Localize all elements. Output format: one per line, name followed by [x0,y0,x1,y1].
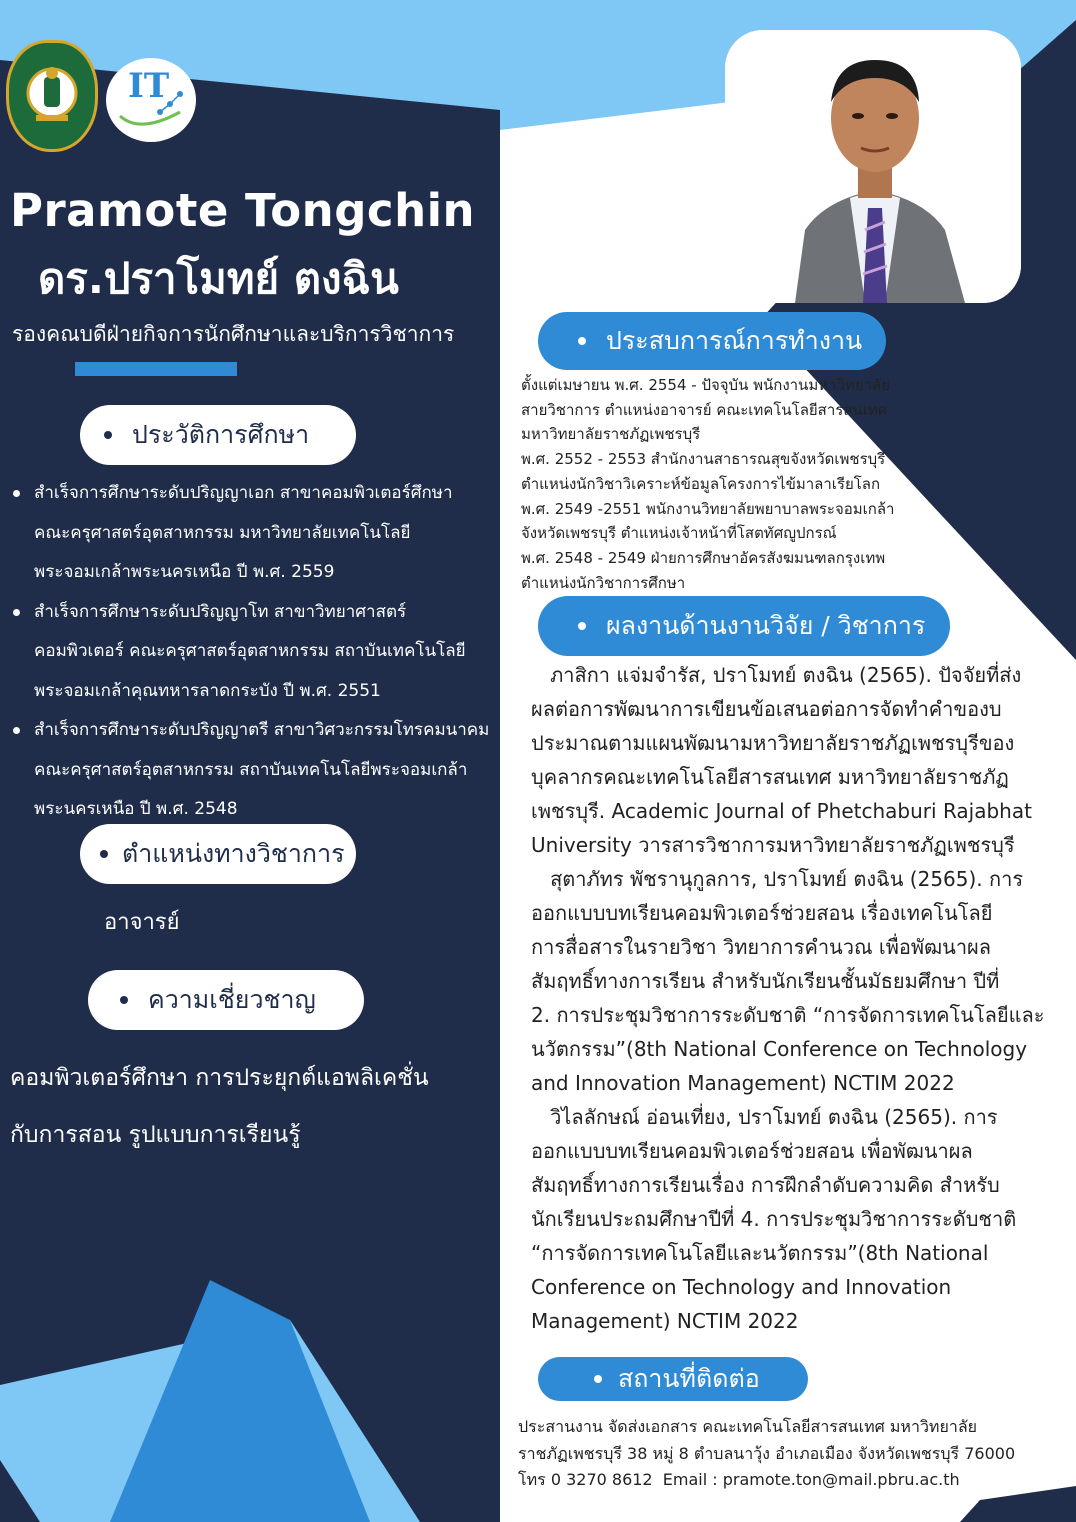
education-line: สำเร็จการศึกษาระดับปริญญาโท สาขาวิทยาศาสตร์ [34,601,407,622]
position-title: รองคณบดีฝ่ายกิจการนักศึกษาและบริการวิชาการ [12,322,455,346]
expertise-line: คอมพิวเตอร์ศึกษา การประยุกต์แอพลิเคชั่น [10,1065,429,1091]
profile-photo [725,30,1021,303]
expertise-line: กับการสอน รูปแบบการเรียนรู้ [10,1122,301,1148]
research-line: นักเรียนประถมศึกษาปีที่ 4. การประชุมวิชาการระดับชาติ [531,1207,1017,1231]
research-line: วิไลลักษณ์ อ่อนเที่ยง, ปราโมทย์ ตงฉิน (2565). การ [531,1105,998,1129]
education-line: คณะครุศาสตร์อุตสาหกรรม สถาบันเทคโนโลยีพระจอมเกล้า [34,759,468,780]
work-experience-text [521,373,951,595]
it-logo-text: IT [128,66,170,106]
contact-text [518,1414,1073,1494]
accent-divider [75,362,237,376]
research-line: การสื่อสารในรายวิชา วิทยาการคำนวณ เพื่อพัฒนาผล [531,935,992,959]
research-line: “การจัดการเทคโนโลยีและนวัตกรรม”(8th National [531,1241,989,1265]
expertise-heading-text: ความเชี่ยวชาญ [148,985,316,1014]
research-line: ออกแบบบทเรียนคอมพิวเตอร์ช่วยสอน เพื่อพัฒนาผล [531,1139,973,1163]
research-line: สัมฤทธิ์ทางการเรียนเรื่อง การฝึกลำดับความคิด สำหรับ [531,1173,1000,1197]
work-experience-heading [538,312,886,370]
heading-bullet-icon [578,337,586,345]
research-line: ภาสิกา แจ่มจำรัส, ปราโมทย์ ตงฉิน (2565). ปัจจัยที่ส่ง [531,663,1022,687]
education-item [10,474,505,593]
education-heading [80,405,356,465]
work-line: ตั้งแต่เมษายน พ.ศ. 2554 - ปัจจุบัน พนักงานมหาวิทยาลัย [521,376,891,394]
contact-heading-text: สถานที่ติดต่อ [618,1364,760,1393]
heading-bullet-icon [594,1375,602,1383]
work-line: พ.ศ. 2548 - 2549 ฝ่ายการศึกษาอัครสังฆมนฑลกรุงเทพ [521,548,886,567]
research-line: and Innovation Management) NCTIM 2022 [531,1071,955,1095]
research-text [531,658,1071,1338]
work-line: ตำแหน่งนักวิชาการศึกษา [521,573,686,592]
contact-heading [538,1357,808,1401]
academic-rank-heading-text: ตำแหน่งทางวิชาการ [122,839,345,868]
research-heading-text: ผลงานด้านงานวิจัย / วิชาการ [606,611,926,640]
work-line: มหาวิทยาลัยราชภัฏเพชรบุรี [521,425,701,444]
heading-bullet-icon [120,996,128,1004]
academic-rank-value: อาจารย์ [104,910,180,935]
research-line: บุคลากรคณะเทคโนโลยีสารสนเทศ มหาวิทยาลัยราชภัฏ [531,765,1009,789]
work-line: จังหวัดเพชรบุรี ตำแหน่งเจ้าหน้าที่โสตทัศญูปกรณ์ [521,524,837,543]
education-item [10,711,505,830]
research-line: 2. การประชุมวิชาการระดับชาติ “การจัดการเทคโนโลยีและ [531,1003,1045,1027]
heading-bullet-icon [578,622,586,630]
work-line: พ.ศ. 2549 -2551 พนักงานวิทยาลัยพยาบาลพระจอมเกล้า [521,499,895,518]
contact-line: ราชภัฏเพชรบุรี 38 หมู่ 8 ตำบลนาวุ้ง อำเภอเมือง จังหวัดเพชรบุรี 76000 [518,1443,1016,1463]
research-line: University วารสารวิชาการมหาวิทยาลัยราชภัฏเพชรบุรี [531,833,1015,857]
bullet-icon [13,490,20,497]
work-line: ตำแหน่งนักวิชาวิเคราะห์ข้อมูลโครงการไข้มาลาเรียโลก [521,474,881,493]
person-portrait-icon [725,30,1021,303]
expertise-text [10,1050,505,1164]
research-line: ผลต่อการพัฒนาการเขียนข้อเสนอต่อการจัดทำคำของบ [531,697,1002,721]
research-line: นวัตกรรม”(8th National Conference on Technology [531,1037,1028,1061]
academic-rank-heading [80,824,356,884]
research-line: สัมฤทธิ์ทางการเรียน สำหรับนักเรียนชั้นมัธยมศึกษา ปีที่ [531,969,1000,993]
education-line: พระจอมเกล้าพระนครเหนือ ปี พ.ศ. 2559 [34,562,335,582]
heading-bullet-icon [100,850,108,858]
work-experience-heading-text: ประสบการณ์การทำงาน [606,326,863,355]
contact-line: โทร 0 3270 8612 Email : pramote.ton@mail.pbru.ac.th [518,1470,960,1489]
research-line: Management) NCTIM 2022 [531,1309,799,1333]
research-line: ออกแบบบทเรียนคอมพิวเตอร์ช่วยสอน เรื่องเทคโนโลยี [531,901,993,925]
research-line: ประมาณตามแผนพัฒนามหาวิทยาลัยราชภัฏเพชรบุรีของ [531,731,1015,755]
education-line: พระนครเหนือ ปี พ.ศ. 2548 [34,799,238,819]
research-line: สุตาภัทร พัชรานุกูลการ, ปราโมทย์ ตงฉิน (2565). การ [531,867,1024,891]
education-heading-text: ประวัติการศึกษา [132,420,310,449]
research-heading [538,596,950,656]
expertise-heading [88,970,364,1030]
education-line: สำเร็จการศึกษาระดับปริญญาเอก สาขาคอมพิวเตอร์ศึกษา [34,483,453,503]
education-line: สำเร็จการศึกษาระดับปริญญาตรี สาขาวิศวะกรรมโทรคมนาคม [34,720,490,740]
research-line: เพชรบุรี. Academic Journal of Phetchaburi Rajabhat [531,799,1032,823]
bullet-icon [13,727,20,734]
education-list [10,474,505,830]
education-line: พระจอมเกล้าคุณทหารลาดกระบัง ปี พ.ศ. 2551 [34,680,381,701]
research-line: Conference on Technology and Innovation [531,1275,952,1299]
work-line: สายวิชาการ ตำแหน่งอาจารย์ คณะเทคโนโลยีสารสนเทศ [521,400,888,419]
bullet-icon [13,609,20,616]
contact-line: ประสานงาน จัดส่งเอกสาร คณะเทคโนโลยีสารสนเทศ มหาวิทยาลัย [518,1417,978,1436]
university-logo [6,40,98,152]
it-faculty-logo [106,58,196,142]
university-seal-icon [22,59,82,133]
work-line: พ.ศ. 2552 - 2553 สำนักงานสาธารณสุขจังหวัดเพชรบุรี [521,450,886,469]
education-item [10,593,505,712]
heading-bullet-icon [104,431,112,439]
name-english: Pramote Tongchin [10,184,476,237]
name-thai: ดร.ปราโมทย์ ตงฉิน [38,254,399,303]
education-line: คณะครุศาสตร์อุตสาหกรรม มหาวิทยาลัยเทคโนโลยี [34,522,411,543]
education-line: คอมพิวเตอร์ คณะครุศาสตร์อุตสาหกรรม สถาบันเทคโนโลยี [34,641,466,661]
